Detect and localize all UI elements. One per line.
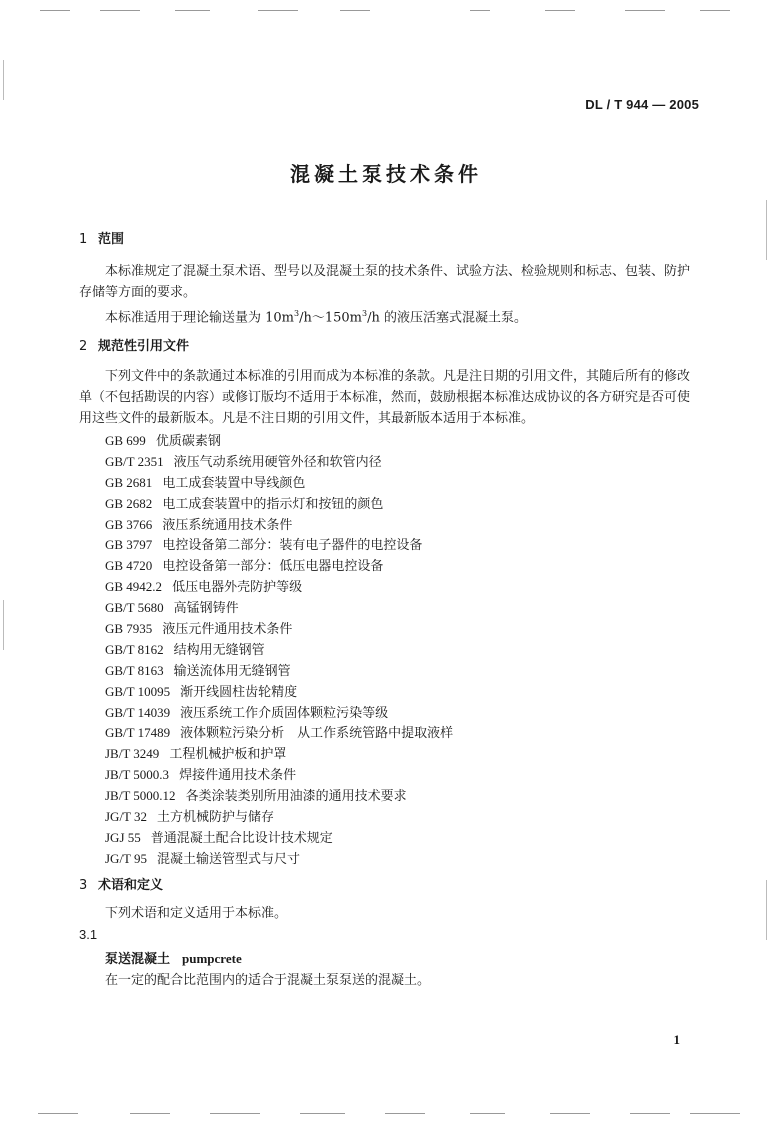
reference-item (105, 494, 453, 515)
reference-item (105, 619, 453, 640)
term-number: 3.1 (79, 927, 98, 942)
reference-code: JB/T 5000.3 (105, 767, 170, 783)
scan-mark (700, 10, 730, 11)
reference-title: 普通混凝土配合比设计技术规定 (150, 830, 333, 846)
section-number: 3 (79, 878, 88, 893)
reference-code: GB 4720 (105, 558, 153, 574)
reference-item (105, 640, 453, 661)
scan-mark (3, 600, 4, 650)
reference-code: JB/T 5000.12 (105, 788, 176, 804)
superscript: 3 (294, 309, 300, 318)
reference-title: 高锰钢铸件 (173, 601, 239, 617)
reference-title: 电控设备第一部分：低压电器电控设备 (162, 559, 384, 575)
scan-mark (625, 10, 665, 11)
reference-item (105, 849, 453, 870)
scan-mark (300, 1113, 345, 1114)
reference-title: 电工成套装置中的指示灯和按钮的颜色 (162, 496, 384, 512)
reference-item (105, 598, 453, 619)
reference-item (105, 723, 453, 744)
scan-mark (175, 10, 210, 11)
term-name (105, 948, 242, 967)
reference-code: GB/T 14039 (105, 704, 171, 720)
reference-item (105, 452, 453, 473)
section-1-paragraph-1: 本标准规定了混凝土泵术语、型号以及混凝土泵的技术条件、试验方法、检验规则和标志、包装、防护存储等方面的要求。 (79, 264, 691, 300)
reference-title: 液压气动系统用硬管外径和软管内径 (173, 454, 382, 470)
reference-item (105, 765, 453, 786)
reference-code: GB/T 17489 (105, 725, 171, 741)
reference-title: 优质碳素钢 (155, 434, 221, 449)
page-number: 1 (673, 1032, 680, 1047)
section-title: 规范性引用文件 (98, 339, 190, 354)
superscript: 3 (362, 309, 368, 318)
reference-list (105, 431, 453, 870)
reference-code: GB 2682 (105, 495, 153, 511)
scan-mark (766, 200, 767, 260)
section-number: 2 (79, 339, 88, 354)
reference-code: GB 2681 (105, 474, 153, 490)
reference-title: 工程机械护板和护罩 (169, 747, 287, 763)
reference-item (105, 661, 453, 682)
reference-title: 液体颗粒污染分析 从工作系统管路中提取液样 (180, 726, 454, 742)
reference-code: GB 4942.2 (105, 579, 163, 595)
reference-title: 结构用无缝钢管 (173, 642, 265, 658)
reference-title: 渐开线圆柱齿轮精度 (180, 684, 298, 700)
section-2-heading (79, 335, 189, 354)
reference-code: JG/T 95 (105, 850, 148, 866)
term-name-zh: 泵送混凝土 (105, 952, 171, 967)
text-run: /h～150m (299, 310, 363, 326)
page-title: 混凝土泵技术条件 (290, 162, 482, 186)
section-title: 术语和定义 (98, 878, 164, 893)
reference-title: 液压系统工作介质固体颗粒污染等级 (180, 705, 389, 721)
term-name-en: pumpcrete (182, 951, 242, 966)
scan-mark (630, 1113, 670, 1114)
reference-code: JB/T 3249 (105, 746, 160, 762)
reference-code: GB 3797 (105, 537, 153, 553)
text-run: /h 的液压活塞式混凝土泵。 (367, 310, 527, 326)
reference-code: GB/T 5680 (105, 600, 164, 616)
scan-mark (385, 1113, 425, 1114)
reference-item (105, 431, 453, 452)
scan-mark (690, 1113, 740, 1114)
reference-item (105, 682, 453, 703)
reference-item (105, 515, 453, 536)
standard-code: DL / T 944 — 2005 (585, 97, 699, 112)
reference-title: 混凝土输送管型式与尺寸 (157, 851, 301, 867)
reference-item (105, 556, 453, 577)
reference-code: JG/T 32 (105, 809, 148, 825)
reference-title: 电工成套装置中导线颜色 (162, 475, 306, 491)
section-title: 范围 (98, 232, 125, 247)
reference-item (105, 577, 453, 598)
reference-code: GB 3766 (105, 516, 153, 532)
reference-code: JGJ 55 (105, 829, 141, 845)
reference-item (105, 535, 453, 556)
reference-title: 土方机械防护与储存 (157, 810, 275, 826)
reference-code: GB/T 2351 (105, 453, 164, 469)
reference-item (105, 807, 453, 828)
text-run: 本标准适用于理论输送量为 10m (105, 310, 295, 326)
scan-mark (258, 10, 298, 11)
scan-mark (470, 1113, 505, 1114)
scan-mark (545, 10, 575, 11)
reference-title: 液压元件通用技术条件 (162, 622, 293, 638)
reference-item (105, 786, 453, 807)
reference-title: 低压电器外壳防护等级 (172, 580, 303, 596)
section-3-heading (79, 874, 163, 893)
scan-mark (3, 60, 4, 100)
term-definition: 在一定的配合比范围内的适合于混凝土泵泵送的混凝土。 (105, 973, 431, 988)
section-number: 1 (79, 232, 88, 247)
reference-code: GB/T 8162 (105, 641, 164, 657)
scan-mark (130, 1113, 170, 1114)
reference-code: GB/T 10095 (105, 683, 171, 699)
reference-code: GB 7935 (105, 621, 153, 637)
scan-mark (210, 1113, 260, 1114)
reference-item (105, 828, 453, 849)
scan-mark (38, 1113, 78, 1114)
scan-mark (340, 10, 370, 11)
section-1-paragraph-2 (79, 303, 699, 328)
reference-item (105, 473, 453, 494)
scan-mark (470, 10, 490, 11)
reference-code: GB 699 (105, 433, 146, 448)
scan-mark (100, 10, 140, 11)
reference-title: 焊接件通用技术条件 (179, 768, 297, 784)
scan-mark (550, 1113, 590, 1114)
reference-title: 输送流体用无缝钢管 (173, 663, 291, 679)
reference-item (105, 703, 453, 724)
reference-code: GB/T 8163 (105, 662, 164, 678)
section-3-intro: 下列术语和定义适用于本标准。 (105, 906, 288, 921)
reference-title: 液压系统通用技术条件 (162, 517, 293, 533)
scan-mark (40, 10, 70, 11)
reference-title: 电控设备第二部分：装有电子器件的电控设备 (162, 538, 423, 554)
section-1-heading (79, 228, 124, 247)
scan-mark (766, 880, 767, 940)
reference-item (105, 744, 453, 765)
reference-title: 各类涂装类别所用油漆的通用技术要求 (185, 789, 407, 805)
section-2-intro: 下列文件中的条款通过本标准的引用而成为本标准的条款。凡是注日期的引用文件，其随后所有的修改单（不包括勘误的内容）或修订版均不适用于本标准，然而，鼓励根据本标准达成协议的各方研究是否可使用这些文件的最新版本。凡是不注日期的引用文件，其最新版本适用于本标准。 (79, 369, 691, 426)
